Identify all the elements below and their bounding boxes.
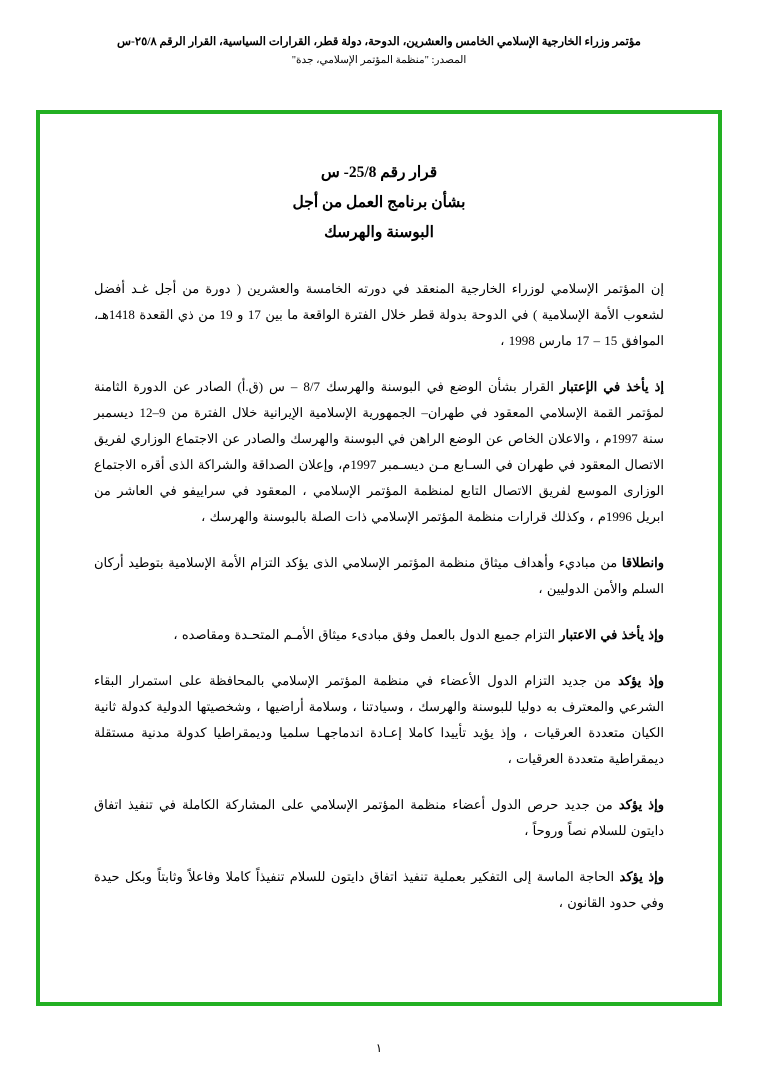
paragraph-proceeding-from-charter xyxy=(94,550,664,602)
paragraph-lead: وإذ يؤكد xyxy=(618,797,664,812)
paragraph-text: الحاجة الماسة إلى التفكير بعملية تنفيذ اتفاق دايتون للسلام تنفيذاً كاملا وفاعلاً وثابتاً وبكل حيدة وفي حدود القانون ، xyxy=(94,869,664,910)
paragraph-text: إن المؤتمر الإسلامي لوزراء الخارجية المنعقد في دورته الخامسة والعشرين ( دورة من أجل غـد أفضل لشعوب الأمة الإسلامية ) في الدوحة بدولة قطر خلال الفترة الواقعة ما بين 17 و 19 من ذي القعدة 1418هـ، الموافق 15 – 17 مارس 1998 ، xyxy=(94,281,664,348)
paragraph-text: من مباديء وأهداف ميثاق منظمة المؤتمر الإسلامي الذى يؤكد التزام الأمة الإسلامية بتوطيد أركان السلم والأمن الدوليين ، xyxy=(94,555,664,596)
paragraph-lead: وانطلاقا xyxy=(621,555,664,570)
paragraph-reaffirming-commitment xyxy=(94,668,664,772)
resolution-number: قرار رقم 25/8- س xyxy=(320,164,438,181)
paragraph-text: التزام جميع الدول بالعمل وفق مبادىء ميثاق الأمـم المتحـدة ومقاصده ، xyxy=(173,627,560,642)
paragraph-stressing-need xyxy=(94,864,664,916)
paragraph-text: من جديد حرص الدول أعضاء منظمة المؤتمر الإسلامي على المشاركة الكاملة في تنفيذ اتفاق دايتون للسلام نصاً وروحاً ، xyxy=(94,797,664,838)
paragraph-considering-resolution xyxy=(94,374,664,530)
paragraph-lead: إذ يأخذ في الإعتبار xyxy=(559,379,665,394)
resolution-title xyxy=(94,158,664,248)
paragraph-text: من جديد التزام الدول الأعضاء في منظمة المؤتمر الإسلامي بالمحافظة على استمرار البقاء الشرعي والمعترف به دوليا للبوسنة والهرسك ، وسيادتنا ، وسلامة أراضيها ، وشخصيتها الدولية كدولة ثانية الكيان متعددة العرقيات ، وإذ يؤيد تأييدا كاملا إعـادة اندماجهـا سلميا وديمقراطيا كدولة مدنية مستقلة ديمقراطية متعددة العرقيات ، xyxy=(94,673,664,766)
paragraph-considering-un-charter xyxy=(94,622,664,648)
paragraph-reaffirming-participation xyxy=(94,792,664,844)
paragraph-lead: وإذ يؤكد xyxy=(617,673,664,688)
document-header xyxy=(0,0,758,69)
resolution-subject-line-2: البوسنة والهرسك xyxy=(324,224,434,241)
page-number: ١ xyxy=(375,1041,383,1055)
document-body xyxy=(54,128,704,992)
paragraph-lead: وإذ يؤكد xyxy=(619,869,664,884)
paragraph-text: القرار بشأن الوضع في البوسنة والهرسك 8/7 – س (ق.أ) الصادر عن الدورة الثامنة لمؤتمر القمة الإسلامي المعقود في طهران– الجمهورية الإسلامية الإيرانية خلال الفترة من 9–12 ديسمبر سنة 1997م ، والاعلان الخاص عن الوضع الراهن في البوسنة والهرسك والصادر عن الاجتماع الوزاري لفريق الاتصال المعقود في طهران في السـابع مـن ديسـمبر 1997م، وإعلان الصداقة والشراكة الذى أقره الاجتماع الوزارى الموسع لفريق الاتصال التابع لمنظمة المؤتمر الإسلامي ، المعقود في سراييفو في العاشر من ابريل 1996م ، وكذلك قرارات منظمة المؤتمر الإسلامي ذات الصلة بالبوسنة والهرسك ، xyxy=(94,379,664,524)
resolution-subject-line-1: بشأن برنامج العمل من أجل xyxy=(292,194,466,211)
header-source-line: المصدر: "منظمة المؤتمر الإسلامي، جدة" xyxy=(291,55,467,66)
paragraph-lead: وإذ يأخذ في الاعتبار xyxy=(559,627,664,642)
header-reference-line: مؤتمر وزراء الخارجية الإسلامي الخامس والعشرين، الدوحة، دولة قطر، القرارات السياسية، القرار الرقم ٢٥/٨-س xyxy=(117,36,641,48)
paragraph-preamble xyxy=(94,276,664,354)
